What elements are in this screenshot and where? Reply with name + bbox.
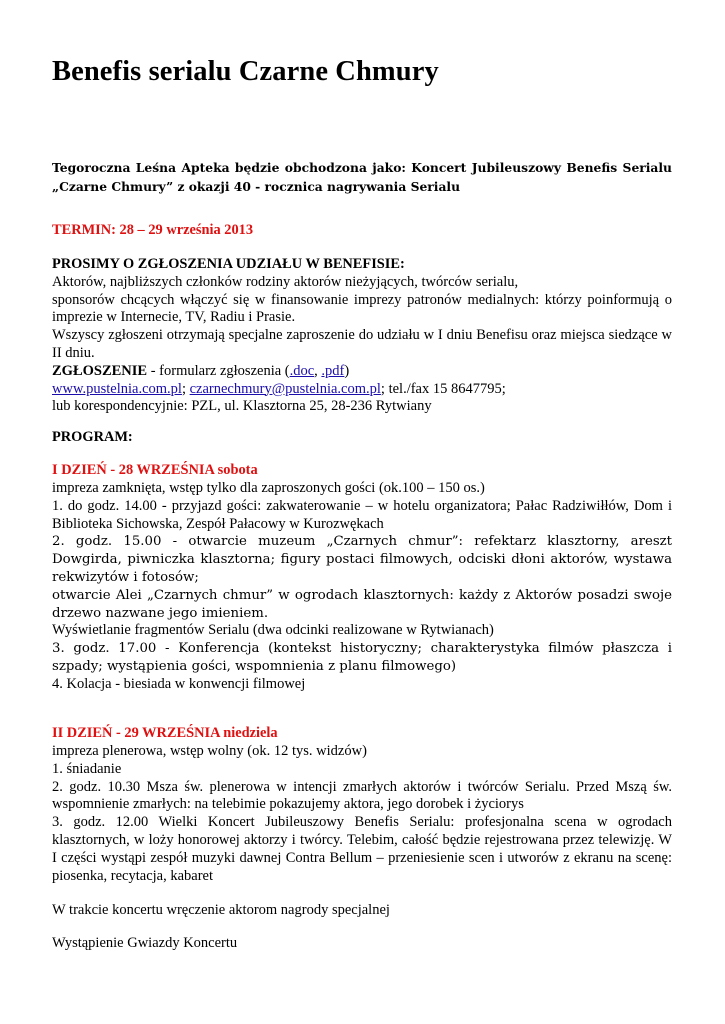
intro-paragraph: Tegoroczna Leśna Apteka będzie obchodzona jako: Koncert Jubileuszowy Benefis Serialu „Czarne Chmury” z okazji 40 - rocznica nagrywania Serialu xyxy=(52,160,672,194)
pdf-link[interactable]: .pdf xyxy=(321,362,345,379)
phone-text: ; tel./fax 15 8647795; xyxy=(380,380,506,397)
day1-line-2: 1. do godz. 14.00 - przyjazd gości: zakwaterowanie – w hotelu organizatora; Pałac Radziwiłłów, Dom i Biblioteka Sichowska, Zespół Pałacowy w Kurozwękach xyxy=(52,497,672,532)
day1-line-3: 2. godz. 15.00 - otwarcie muzeum „Czarnych chmur”: refektarz klasztorny, areszt Dowgirda, piwniczka klasztorna; figury postaci filmowych, odciski dłoni aktorów, wystawa rekwizytów i fotosów; xyxy=(52,534,672,585)
form-text: - formularz zgłoszenia ( xyxy=(147,362,290,379)
day1-line-7: 4. Kolacja - biesiada w konwencji filmowej xyxy=(52,675,306,692)
close-paren: ) xyxy=(344,362,350,379)
email-link[interactable]: czarnechmury@pustelnia.com.pl xyxy=(189,380,381,397)
program-heading: PROGRAM: xyxy=(52,429,133,445)
day1-line-1: impreza zamknięta, wstęp tylko dla zaproszonych gości (ok.100 – 150 os.) xyxy=(52,480,485,496)
registration-line-3: Wszyscy zgłoszeni otrzymają specjalne zaproszenie do udziału w I dniu Benefisu oraz miejsca siedzące w II dniu. xyxy=(52,327,672,361)
link-separator: , xyxy=(314,362,322,379)
day2-line-4: 3. godz. 12.00 Wielki Koncert Jubileuszowy Benefis Serialu: profesjonalna scena w ogrodach klasztornych, w loży honorowej aktorzy i twórcy. Telebim, całość będzie rejestrowana przez telewizję. W I części wystąpi zespół muzyki dawnej Contra Bellum – przeniesienie scen i utworów z ekranu na scenę: piosenka, recytacja, kabaret xyxy=(52,814,672,884)
page-title: Benefis serialu Czarne Chmury xyxy=(52,56,439,87)
day1-line-4: otwarcie Alei „Czarnych chmur” w ogrodach klasztornych: każdy z Aktorów posadzi swoje drzewo nazwane jego imieniem. xyxy=(52,587,672,621)
registration-heading: PROSIMY O ZGŁOSZENIA UDZIAŁU W BENEFISIE: xyxy=(52,256,405,272)
contact-line xyxy=(52,381,672,399)
day1-line-5: Wyświetlanie fragmentów Serialu (dwa odcinki realizowane w Rytwianach) xyxy=(52,622,494,639)
day1-heading: I DZIEŃ - 28 WRZEŚNIA sobota xyxy=(52,462,258,478)
closing-line-1: W trakcie koncertu wręczenie aktorom nagrody specjalnej xyxy=(52,902,390,918)
day2-heading: II DZIEŃ - 29 WRZEŚNIA niedziela xyxy=(52,725,278,741)
day2-line-2: 1. śniadanie xyxy=(52,760,122,777)
registration-line-1: Aktorów, najbliższych członków rodziny aktorów nieżyjących, twórców serialu, xyxy=(52,273,519,290)
day2-line-3: 2. godz. 10.30 Msza św. plenerowa w intencji zmarłych aktorów i twórców Serialu. Przed Mszą św. wspomnienie zmarłych: na telebimie pokazujemy aktora, jego dorobek i życiorys xyxy=(52,778,672,813)
day2-section xyxy=(52,724,672,885)
postal-address: lub korespondencyjnie: PZL, ul. Klasztorna 25, 28-236 Rytwiany xyxy=(52,398,432,415)
day2-line-1: impreza plenerowa, wstęp wolny (ok. 12 tys. widzów) xyxy=(52,743,367,759)
termin-date: TERMIN: 28 – 29 września 2013 xyxy=(52,222,254,238)
contact-separator: ; xyxy=(181,380,190,397)
doc-link[interactable]: .doc xyxy=(289,362,315,379)
day1-line-6: 3. godz. 17.00 - Konferencja (kontekst historyczny; charakterystyka filmów płaszcza i szpady; wystąpienia gości, wspomnienia z planu filmowego) xyxy=(52,641,672,674)
closing-line-2: Wystąpienie Gwiazdy Koncertu xyxy=(52,935,238,951)
day1-section xyxy=(52,461,672,694)
website-link[interactable]: www.pustelnia.com.pl xyxy=(52,380,182,397)
registration-form-line xyxy=(52,363,672,381)
zgloszenie-label: ZGŁOSZENIE xyxy=(52,362,148,379)
registration-line-2: sponsorów chcących włączyć się w finansowanie imprezy patronów medialnych: którzy poinformują o imprezie w Internecie, TV, Radiu i Prasie. xyxy=(52,291,672,326)
registration-section xyxy=(52,256,672,416)
